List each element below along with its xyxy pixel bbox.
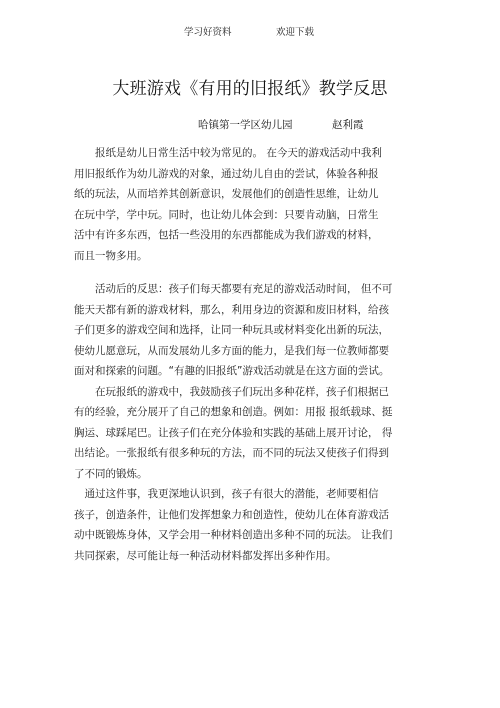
- text-line: 报纸是幼儿日常生活中较为常见的。 在今天的游戏活动中我利: [74, 147, 382, 159]
- paragraph-3: [74, 382, 412, 485]
- text-line: 纸的玩法，从而培养其创新意识，发展他们的创造性思维，让幼儿: [74, 188, 379, 200]
- document-title: 大班游戏《有用的旧报纸》教学反思: [112, 79, 388, 99]
- text-line: 出结论。一张报纸有很多种玩的方法，而不同的玩法又使孩子们得到: [74, 447, 389, 459]
- paragraph-4: [74, 484, 412, 566]
- text-line: 胸运、球踩尾巴。让孩子们在充分体验和实践的基础上展开讨论， 得: [74, 426, 393, 439]
- document-body: [74, 143, 412, 566]
- text-line: 而且一物多用。: [74, 249, 148, 262]
- text-line: 活中有许多东西，包括一些没用的东西都能成为我们游戏的材料，: [74, 229, 379, 241]
- text-line: 能天天都有新的游戏材料，那么，利用身边的资源和废旧材料，给孩: [74, 303, 389, 316]
- header-left-text: 学习好资料: [184, 27, 232, 38]
- paragraph-gap: [74, 266, 412, 279]
- text-line: 在玩报纸的游戏中，我鼓励孩子们玩出多种花样，孩子们根据已: [74, 385, 389, 398]
- text-line: 共同探索，尽可能让每一种活动材料都发挥出多种作用。: [74, 549, 337, 562]
- text-line: 了不同的锻炼。: [74, 467, 148, 480]
- text-line: 动中既锻炼身体，又学会用一种材料创造出多种不同的玩法。 让我们: [74, 529, 393, 541]
- author-name: 赵利霞: [332, 119, 364, 131]
- text-line: 用旧报纸作为幼儿游戏的对象，通过幼儿自由的尝试，体验各种报: [74, 167, 379, 180]
- author-school: 哈镇第一学区幼儿园: [198, 119, 293, 131]
- text-line: 有的经验，充分展开了自己的想象和创造。例如：用报 报纸载球、挺: [74, 406, 393, 418]
- text-line: 子们更多的游戏空间和选择，让同一种玩具或材料变化出新的玩法，: [74, 324, 389, 336]
- text-line: 孩子，创造条件，让他们发挥想象力和创造性，使幼儿在体育游戏活: [74, 508, 389, 521]
- text-line: 活动后的反思：孩子们每天都要有充足的游戏活动时间， 但不可: [74, 283, 393, 295]
- text-line: 在玩中学，学中玩。同时，也让幼儿体会到：只要肯动脑，日常生: [74, 208, 379, 221]
- text-line: 使幼儿愿意玩，从而发展幼儿多方面的能力，是我们每一位教师都要: [74, 344, 389, 357]
- author-line: [0, 117, 500, 133]
- paragraph-1: [74, 143, 412, 266]
- text-line: 面对和探索的问题。“有趣的旧报纸”游戏活动就是在这方面的尝试。: [74, 365, 390, 377]
- paragraph-2: [74, 279, 412, 382]
- text-line: 通过这件事，我更深地认识到，孩子有很大的潜能，老师要相信: [74, 488, 379, 500]
- page-header: [0, 24, 500, 40]
- header-right-text: 欢迎下载: [276, 27, 315, 38]
